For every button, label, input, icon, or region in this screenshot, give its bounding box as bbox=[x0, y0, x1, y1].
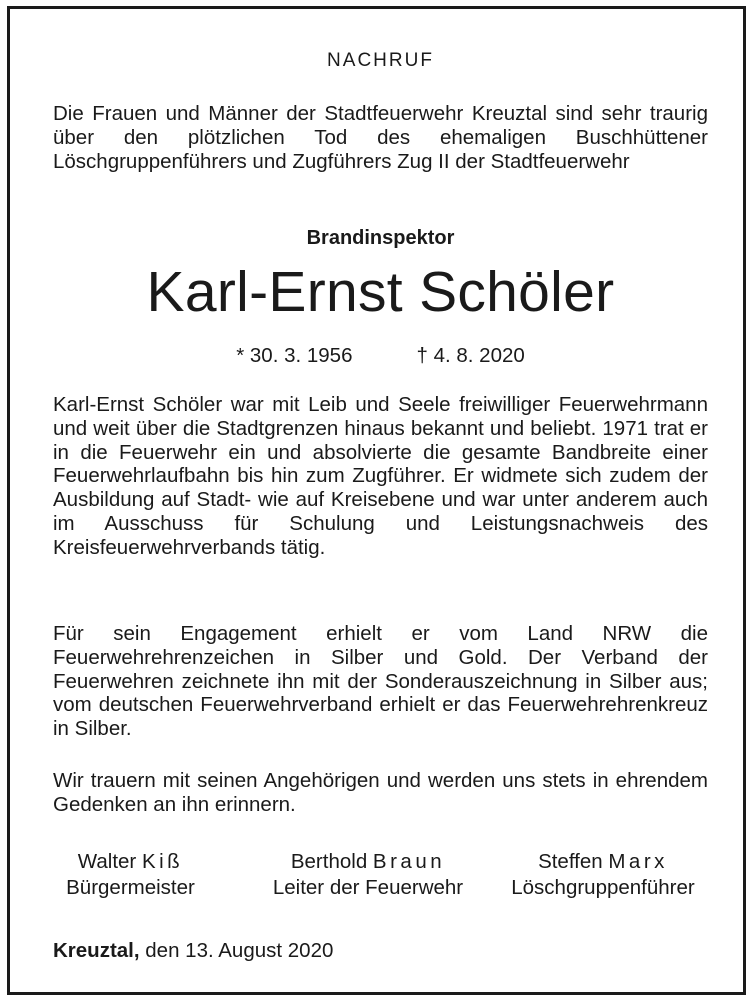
signer-name bbox=[38, 849, 223, 875]
signer-last-name: Braun bbox=[372, 850, 446, 873]
mourning-paragraph: Wir trauern mit seinen Angehörigen und werden uns stets in ehrendem Gedenken an ihn erinnern. bbox=[53, 769, 708, 816]
signer-first-name: Berthold bbox=[290, 850, 368, 873]
signer-first-name: Walter bbox=[77, 850, 137, 873]
intro-paragraph: Die Frauen und Männer der Stadtfeuerwehr Kreuztal sind sehr traurig über den plötzlichen Tod des ehemaligen Buschhüttener Löschgruppenführers und Zugführers Zug II der Stadtfeuerwehr bbox=[53, 102, 708, 173]
signer-fire-chief bbox=[238, 849, 498, 901]
signatories bbox=[53, 849, 708, 909]
signer-role: Leiter der Feuerwehr bbox=[272, 876, 464, 899]
birth-date: * 30. 3. 1956 bbox=[236, 344, 353, 367]
signer-last-name: Marx bbox=[608, 850, 668, 873]
signer-name bbox=[483, 849, 723, 875]
date: den 13. August 2020 bbox=[145, 939, 334, 962]
deceased-name: Karl-Ernst Schöler bbox=[146, 260, 615, 324]
signer-first-name: Steffen bbox=[538, 850, 603, 873]
death-date: † 4. 8. 2020 bbox=[416, 344, 525, 367]
biography-paragraph-2: Für sein Engagement erhielt er vom Land NRW die Feuerwehrehrenzeichen in Silber und Gold. Der Verband der Feuerwehren zeichnete ihn mit der Sonderauszeichnung in Silber aus; vom deutschen Feuerwehrverband erhielt er das Feuerwehrehrenkreuz in Silber. bbox=[53, 622, 708, 741]
obituary-frame bbox=[7, 6, 746, 995]
city: Kreuztal, bbox=[53, 939, 140, 962]
life-dates bbox=[53, 343, 708, 369]
signer-group-leader bbox=[483, 849, 723, 901]
signer-role: Löschgruppenführer bbox=[511, 876, 695, 899]
heading: NACHRUF bbox=[327, 50, 434, 71]
rank-title: Brandinspektor bbox=[306, 227, 455, 249]
signer-role: Bürgermeister bbox=[66, 876, 195, 899]
place-and-date bbox=[53, 938, 708, 964]
signer-last-name: Kiß bbox=[141, 850, 184, 873]
signer-name bbox=[238, 849, 498, 875]
signer-mayor bbox=[38, 849, 223, 901]
biography-paragraph-1: Karl-Ernst Schöler war mit Leib und Seele freiwilliger Feuerwehrmann und weit über die Stadtgrenzen hinaus bekannt und beliebt. 1971 trat er in die Feuerwehr ein und absolvierte die gesamte Bandbreite einer Feuerwehrlaufbahn bis hin zum Zugführer. Er widmete sich zudem der Ausbildung auf Stadt- wie auf Kreisebene und war unter anderem auch im Ausschuss für Schulung und Leistungsnachweis des Kreisfeuerwehrverbands tätig. bbox=[53, 393, 708, 559]
